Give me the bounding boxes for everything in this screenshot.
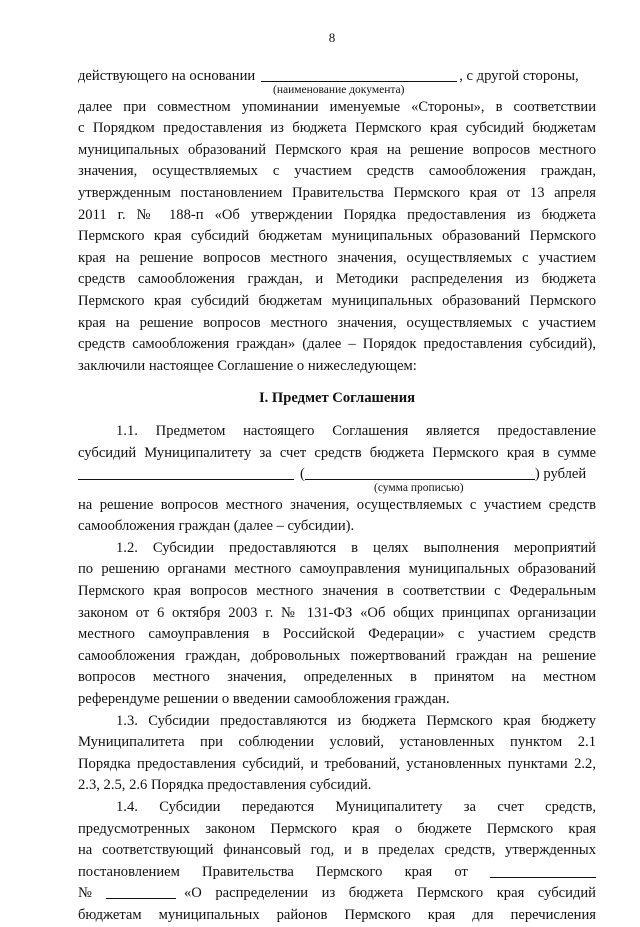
intro-text-line: Пермского края субсидий бюджетам муниципальных образований Пермского bbox=[78, 292, 596, 309]
sum-caption: (сумма прописью) bbox=[374, 481, 464, 494]
intro-text-line: средств самообложения граждан, и Методики распределения из бюджета bbox=[78, 271, 596, 288]
intro-text-line: Пермского края субсидий бюджетам муниципальных образований Пермского bbox=[78, 228, 596, 245]
clause-1-2-line: вопросов местного значения, определенных в принятом на местном bbox=[78, 669, 596, 686]
clause-1-1-line: самообложения граждан (далее – субсидии). bbox=[78, 518, 355, 535]
number-sign: № bbox=[78, 885, 92, 902]
resolution-word: Правительства bbox=[202, 863, 294, 880]
section-title: I. Предмет Соглашения bbox=[258, 390, 416, 407]
intro-text-line: заключили настоящее Соглашение о нижеследующем: bbox=[78, 357, 417, 374]
clause-1-3-line: Порядка предоставления субсидий, и требований, установленных пунктами 2.2, bbox=[78, 755, 596, 772]
clause-1-3-line: Муниципалитета при соблюдении условий, установленных пунктом 2.1 bbox=[78, 734, 596, 751]
intro-basis-label: действующего на основании bbox=[78, 68, 256, 84]
clause-1-2-line: местного самоуправления в Российской Федерации» с участием средств bbox=[78, 626, 596, 643]
intro-text-line: края на решение вопросов местного значения, осуществляемых с участием bbox=[78, 249, 596, 266]
intro-text-line: далее при совместном упоминании именуемые «Стороны», в соответствии bbox=[78, 98, 596, 115]
intro-text-line: 2011 г. № 188-п «Об утверждении Порядка предоставления из бюджета bbox=[78, 206, 596, 223]
resolution-word: от bbox=[454, 863, 468, 880]
sum-open-paren: ( bbox=[300, 466, 305, 483]
page-number: 8 bbox=[328, 30, 336, 45]
clause-1-4-resolution-line bbox=[78, 862, 596, 884]
resolution-word: постановлением bbox=[78, 863, 180, 880]
clause-1-4-line: предусмотренных законом Пермского края о бюджете Пермского края bbox=[78, 820, 596, 837]
intro-other-side: , с другой стороны, bbox=[459, 68, 579, 84]
resolution-word: Пермского bbox=[316, 863, 383, 880]
clause-1-1-line: субсидий Муниципалитету за счет средств бюджета Пермского края в сумме bbox=[78, 444, 596, 461]
document-page bbox=[78, 30, 596, 927]
sum-digits-blank bbox=[78, 464, 294, 480]
clause-1-4-line: на соответствующий финансовый год, и в пределах средств, утвержденных bbox=[78, 842, 596, 859]
resolution-title: «О распределении из бюджета Пермского края субсидий bbox=[183, 885, 596, 902]
clause-1-2-line: законом от 6 октября 2003 г. № 131-ФЗ «Об общих принципах организации bbox=[78, 604, 596, 621]
intro-text-line: края на решение вопросов местного значения, осуществляемых с участием bbox=[78, 314, 596, 331]
clause-1-3-line: 1.3. Субсидии предоставляются из бюджета Пермского края бюджету bbox=[116, 712, 596, 729]
intro-text-line: средств самообложения граждан» (далее – Порядок предоставления субсидий), bbox=[78, 336, 596, 353]
intro-text-line: муниципальных образований Пермского края на решение вопросов местного bbox=[78, 141, 596, 158]
document-name-caption: (наименование документа) bbox=[273, 83, 405, 96]
resolution-word: края bbox=[404, 863, 433, 880]
document-name-blank bbox=[261, 66, 457, 82]
intro-text-line: утвержденным постановлением Правительства Пермского края от 13 апреля bbox=[78, 184, 596, 201]
clause-1-2-line: по решению органами местного самоуправления муниципальных образований bbox=[78, 561, 596, 578]
clause-1-1-line: на решение вопросов местного значения, осуществляемых с участием средств bbox=[78, 496, 596, 513]
sum-words-blank bbox=[305, 464, 535, 480]
resolution-date-blank bbox=[490, 862, 596, 878]
clause-1-2-line: 1.2. Субсидии предоставляются в целях выполнения мероприятий bbox=[116, 539, 596, 556]
clause-1-2-line: референдуме решении о введении самообложения граждан. bbox=[78, 691, 450, 708]
intro-text-line: с Порядком предоставления из бюджета Пермского края субсидий бюджетам bbox=[78, 120, 596, 137]
sum-currency: ) рублей bbox=[534, 466, 587, 483]
clause-1-2-line: Пермского края вопросов местного значения в соответствии с Федеральным bbox=[78, 583, 596, 600]
clause-1-4-line: 1.4. Субсидии передаются Муниципалитету за счет средств, bbox=[116, 799, 596, 815]
clause-1-4-number-line bbox=[78, 883, 596, 905]
clause-1-2-line: самообложения граждан, добровольных пожертвований граждан на решение bbox=[78, 647, 596, 664]
clause-1-1-line: 1.1. Предметом настоящего Соглашения является предоставление bbox=[116, 422, 596, 439]
intro-text-line: значения, осуществляемых с участием средств самообложения граждан, bbox=[78, 163, 596, 180]
clause-1-4-line: бюджетам муниципальных районов Пермского края для перечисления bbox=[78, 906, 596, 923]
clause-1-3-line: 2.3, 2.5, 2.6 Порядка предоставления субсидий. bbox=[78, 777, 372, 794]
resolution-number-blank bbox=[106, 883, 176, 899]
